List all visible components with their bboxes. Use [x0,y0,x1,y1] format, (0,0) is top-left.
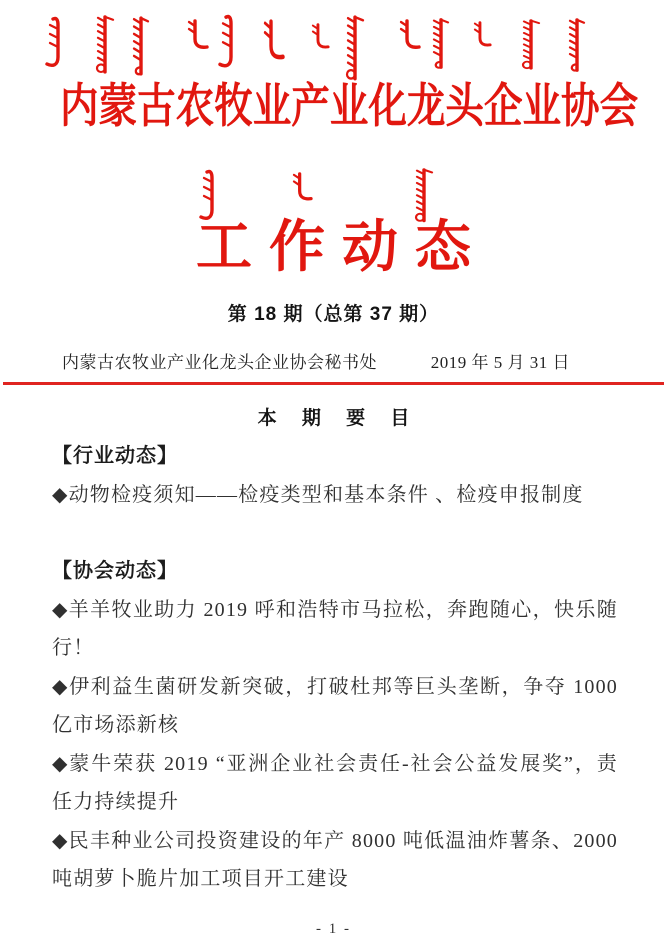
mongolian-script-subtitle-icon [197,168,443,224]
mongolian-script-banner-icon [40,13,605,81]
publisher-row [0,348,667,373]
toc-section-spacer [52,514,618,552]
bulletin-title: 工作动态 [196,217,488,279]
publish-date: 2019 年 5 月 31 日 [430,353,570,372]
issue-number-line: 第 18 期（总第 37 期） [227,304,440,325]
toc-section-title-industry: 【行业动态】 [52,445,178,467]
contents-heading: 本 期 要 目 [257,408,420,429]
table-of-contents [52,437,618,899]
toc-item: ◆蒙牛荣获 2019 “亚洲企业社会责任-社会公益发展奖”，责任力持续提升 [52,752,618,813]
page-number: - 1 - [316,921,351,937]
toc-item: ◆民丰种业公司投资建设的年产 8000 吨低温油炸薯条、2000 吨胡萝卜脆片加工项目开工建设 [52,829,618,890]
toc-item: ◆动物检疫须知——检疫类型和基本条件 、检疫申报制度 [52,483,584,506]
association-name-title: 内蒙古农牧业产业化龙头企业协会 [60,81,639,133]
toc-section-title-association: 【协会动态】 [52,560,178,582]
red-divider-rule [3,382,664,385]
toc-item: ◆伊利益生菌研发新突破，打破杜邦等巨头垄断，争夺 1000 亿市场添新核 [52,675,618,736]
publisher-name: 内蒙古农牧业产业化龙头企业协会秘书处 [62,353,377,372]
toc-item: ◆羊羊牧业助力 2019 呼和浩特市马拉松，奔跑随心，快乐随行！ [52,598,618,659]
